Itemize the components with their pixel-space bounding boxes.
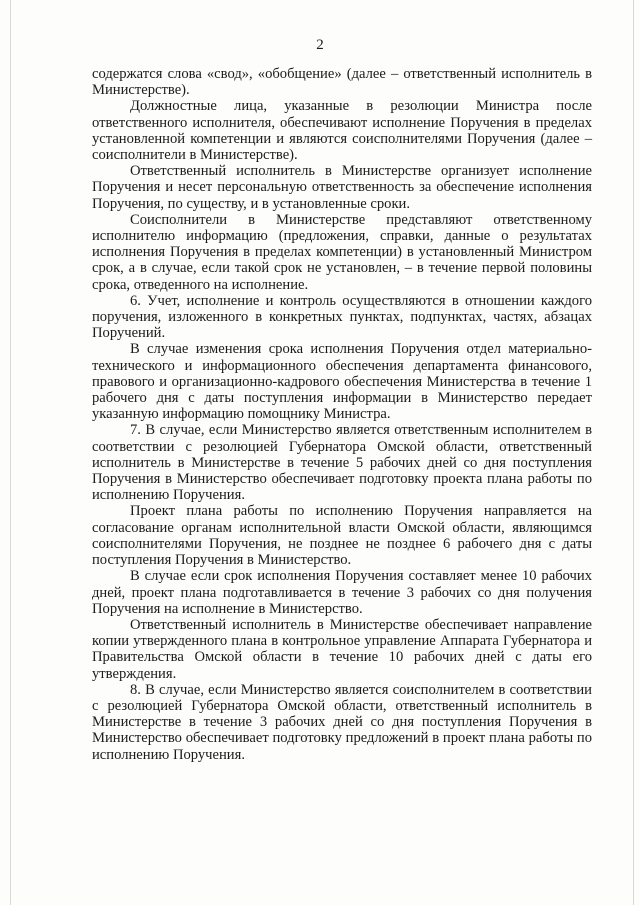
paragraph: Проект плана работы по исполнению Поручения направляется на согласование органам исполнительной власти Омской области, являющимся соисполнителями Поручения, не позднее не позднее 6 рабочего дня с даты поступления Поручения в Министерство.: [92, 503, 592, 569]
scan-right-edge: [633, 0, 634, 905]
paragraph: В случае если срок исполнения Поручения составляет менее 10 рабочих дней, проект плана подготавливается в течение 3 рабочих со дня получения Поручения на исполнение в Министерство.: [92, 568, 592, 617]
page-number: 2: [316, 37, 324, 53]
paragraph: Ответственный исполнитель в Министерстве организует исполнение Поручения и несет персональную ответственность за обеспечение исполнения Поручения, по существу, и в установленные сроки.: [92, 163, 592, 212]
paragraph: 8. В случае, если Министерство является соисполнителем в соответствии с резолюцией Губернатора Омской области, ответственный исполнитель в Министерстве в течение 3 рабочих дней со дня поступления Поручения в Министерство обеспечивает подготовку предложений в проект плана работы по исполнению Поручения.: [92, 681, 592, 763]
paragraph: 6. Учет, исполнение и контроль осуществляются в отношении каждого поручения, изложенного в конкретных пунктах, подпунктах, частях, абзацах Поручений.: [92, 292, 592, 342]
scan-left-edge: [10, 0, 11, 905]
document-body: [92, 66, 592, 763]
paragraph: Должностные лица, указанные в резолюции Министра после ответственного исполнителя, обеспечивают исполнение Поручения в пределах установленной компетенции и являются соисполнителями Поручения (далее – соисполнители в Министерстве).: [92, 98, 592, 164]
paragraph: Соисполнители в Министерстве представляют ответственному исполнителю информацию (предложения, справки, данные о результатах исполнения Поручения в пределах компетенции) в установленный Министром срок, а в случае, если такой срок не установлен, – в течение первой половины срока, отведенного на исполнение.: [92, 211, 592, 293]
paragraph: Ответственный исполнитель в Министерстве обеспечивает направление копии утвержденного плана в контрольное управление Аппарата Губернатора и Правительства Омской области в течение 10 рабочих дней с даты его утверждения.: [92, 616, 592, 682]
paragraph: 7. В случае, если Министерство является ответственным исполнителем в соответствии с резолюцией Губернатора Омской области, ответственный исполнитель в Министерстве в течение 5 рабочих дней со дня поступления Поручения в Министерство обеспечивает подготовку проекта плана работы по исполнению Поручения.: [92, 422, 592, 504]
paragraph: содержатся слова «свод», «обобщение» (далее – ответственный исполнитель в Министерстве).: [92, 66, 592, 99]
paragraph: В случае изменения срока исполнения Поручения отдел материально-технического и информационного обеспечения департамента финансового, правового и организационно-кадрового обеспечения Министерства в течение 1 рабочего дня с даты поступления информации в Министерство передает указанную информацию помощнику Министра.: [92, 341, 592, 423]
